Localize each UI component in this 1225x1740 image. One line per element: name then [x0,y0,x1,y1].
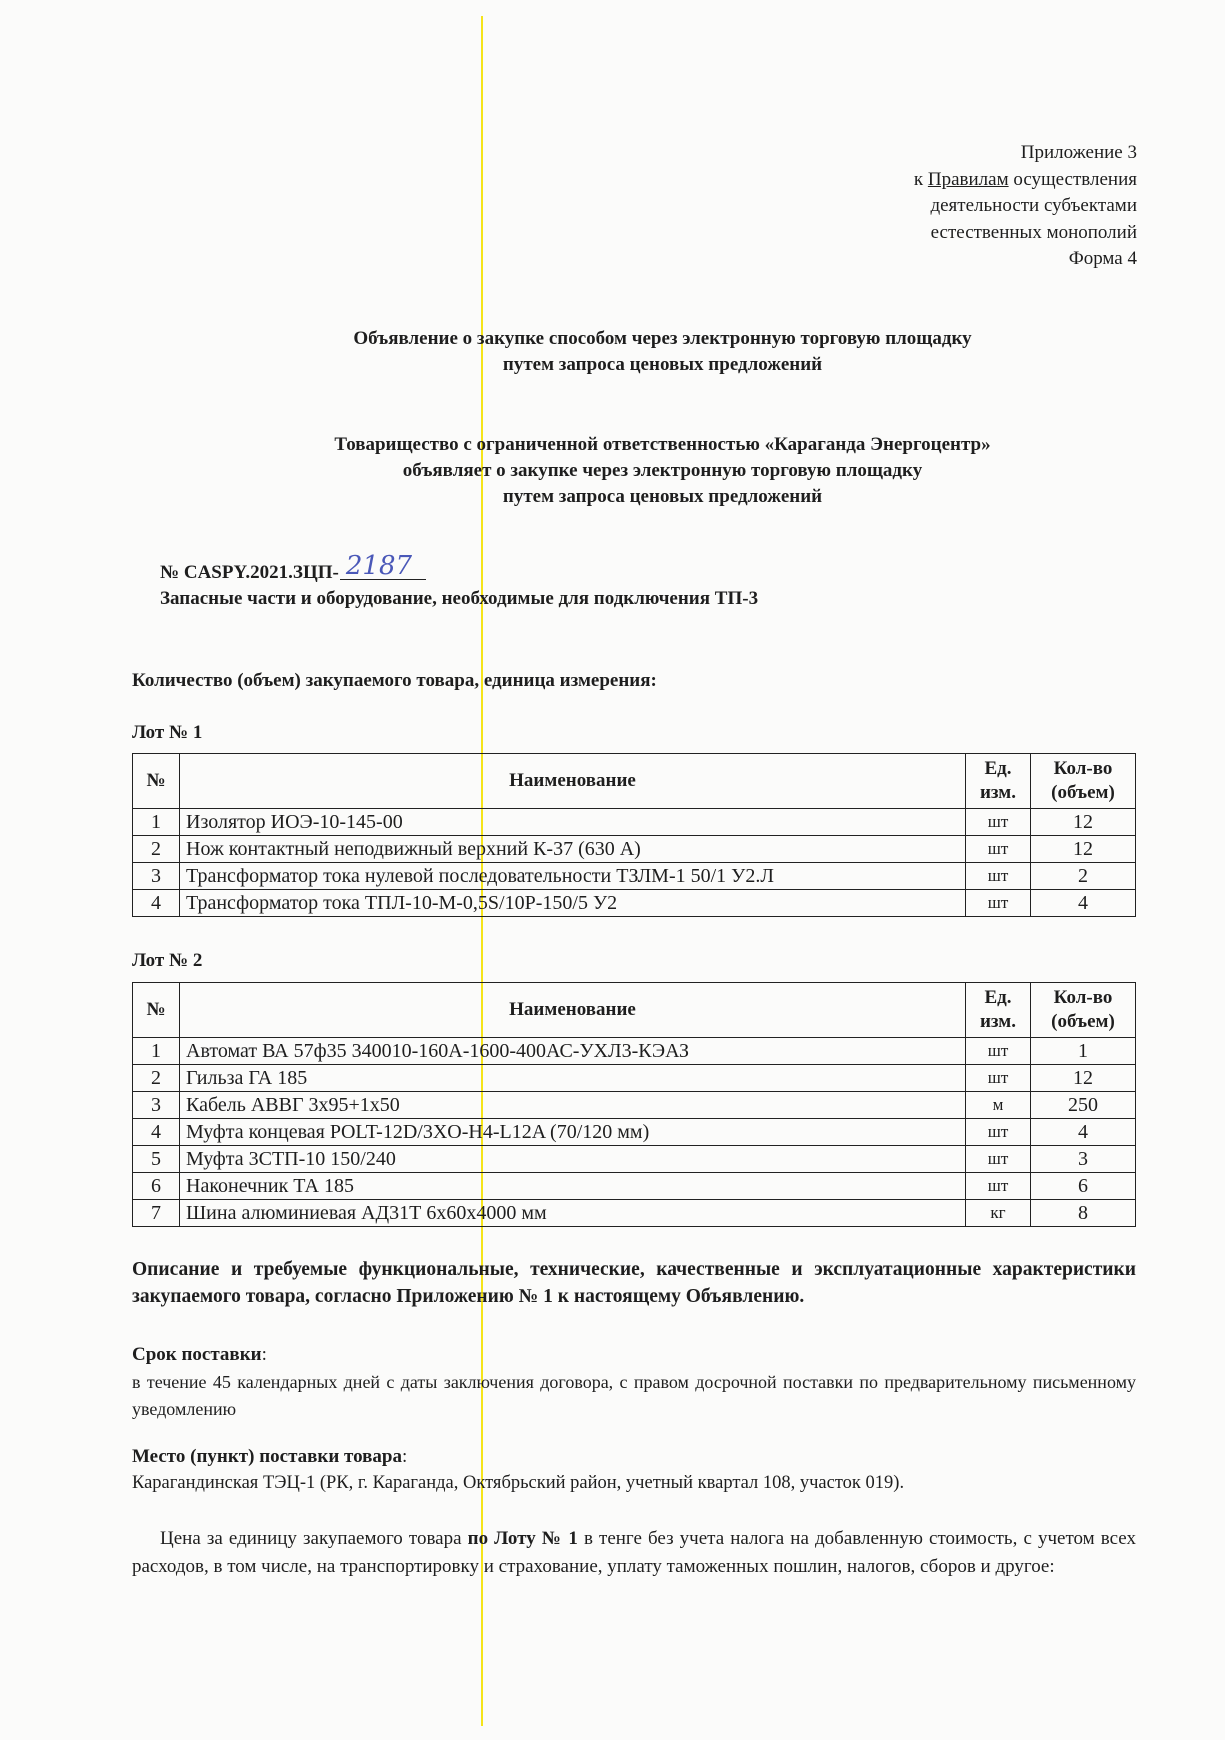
row-no: 4 [133,1119,180,1146]
appendix-line: Приложение 3 [1020,142,1137,163]
col-unit-header: Ед. изм. [966,754,1031,809]
row-qty: 8 [1031,1200,1136,1227]
heading-colon: : [401,1446,408,1467]
table-row [133,809,1136,836]
table-row [133,836,1136,863]
row-unit: шт [966,1146,1031,1173]
row-name: Нож контактный неподвижный верхний К-37 (630 А) [180,836,966,863]
col-no-header: № [133,983,180,1038]
row-unit: шт [966,809,1031,836]
row-no: 1 [133,809,180,836]
table-row [133,1038,1136,1065]
delivery-place-text: Карагандинская ТЭЦ-1 (РК, г. Караганда, Октябрьский район, учетный квартал 108, участок 019). [132,1473,905,1493]
row-unit: м [966,1092,1031,1119]
procurement-subject: Запасные части и оборудование, необходимые для подключения ТП-3 [160,588,759,609]
row-name: Наконечник ТА 185 [180,1173,966,1200]
row-no: 1 [133,1038,180,1065]
delivery-place-heading-text: Место (пункт) поставки товара [132,1446,402,1467]
price-text: в тенге без учета налога на добавленную стоимость, с учетом всех расходов, в том числе, на транспортировку и страхование, уплату таможенных пошлин, налогов, сборов и другое: [132,1528,1136,1577]
row-name: Изолятор ИОЭ-10-145-00 [180,809,966,836]
price-text: Цена за единицу закупаемого товара [160,1528,468,1549]
delivery-term-heading-text: Срок поставки [132,1344,262,1365]
row-unit: шт [966,863,1031,890]
row-qty: 4 [1031,1119,1136,1146]
table-row [133,1146,1136,1173]
delivery-term-heading [132,1341,1136,1368]
row-no: 3 [133,863,180,890]
row-name: Муфта 3СТП-10 150/240 [180,1146,966,1173]
table-header-row [133,754,1136,809]
table-header-row [133,983,1136,1038]
organizer-line: объявляет о закупке через электронную торговую площадку [402,460,923,481]
table-row [133,1119,1136,1146]
row-no: 4 [133,890,180,917]
delivery-place-heading [132,1443,1136,1470]
appendix-prefix: к [913,168,928,190]
col-unit-header: Ед. изм. [966,983,1031,1038]
row-name: Автомат ВА 57ф35 340010-160А-1600-400АС-УХЛ3-КЭАЗ [180,1038,966,1065]
row-name: Кабель АВВГ 3х95+1х50 [180,1092,966,1119]
table-row [133,1200,1136,1227]
appendix-suffix: осуществления [1008,168,1137,190]
row-name: Муфта концевая POLT-12D/3XO-H4-L12A (70/120 мм) [180,1119,966,1146]
row-name: Трансформатор тока нулевой последовательности ТЗЛМ-1 50/1 У2.Л [180,863,966,890]
row-no: 3 [133,1092,180,1119]
row-no: 6 [133,1173,180,1200]
row-unit: шт [966,890,1031,917]
form-number: Форма 4 [1068,248,1137,269]
delivery-term-text: в течение 45 календарных дней с даты заключения договора, с правом досрочной поставки по предварительному письменному уведомлению [132,1372,1136,1419]
row-qty: 1 [1031,1038,1136,1065]
table-row [133,1092,1136,1119]
row-name: Гильза ГА 185 [180,1065,966,1092]
row-no: 2 [133,1065,180,1092]
row-no: 5 [133,1146,180,1173]
row-qty: 6 [1031,1173,1136,1200]
row-unit: шт [966,836,1031,863]
row-unit: шт [966,1038,1031,1065]
rules-link[interactable]: Правилам [927,168,1009,190]
table-row [133,863,1136,890]
organizer-line: путем запроса ценовых предложений [502,486,823,507]
row-unit: шт [966,1173,1031,1200]
table-row [133,890,1136,917]
row-qty: 3 [1031,1146,1136,1173]
appendix-line: естественных монополий [930,221,1137,243]
handwritten-number: 2187 [345,551,413,581]
lot-2-title: Лот № 2 [132,950,203,971]
row-no: 2 [133,836,180,863]
price-paragraph [132,1525,1136,1580]
appendix-rules-line [914,167,1137,194]
col-no-header: № [133,754,180,809]
row-qty: 2 [1031,863,1136,890]
description-paragraph: Описание и требуемые функциональные, технические, качественные и эксплуатационные характеристики закупаемого товара, согласно Приложению № 1 к настоящему Объявлению. [132,1259,1136,1307]
row-qty: 12 [1031,1065,1136,1092]
row-qty: 4 [1031,890,1136,917]
row-qty: 250 [1031,1092,1136,1119]
handwritten-number-field [340,551,426,581]
table-row [133,1173,1136,1200]
procurement-number-prefix: № CASPY.2021.ЗЦП- [160,562,339,583]
quantity-heading: Количество (объем) закупаемого товара, единица измерения: [132,670,657,691]
col-name-header: Наименование [180,754,966,809]
table-row [133,1065,1136,1092]
appendix-header [914,140,1137,273]
col-qty-header: Кол-во (объем) [1031,754,1136,809]
row-qty: 12 [1031,809,1136,836]
lot-1-title: Лот № 1 [132,722,203,743]
heading-colon: : [261,1344,267,1365]
row-name: Трансформатор тока ТПЛ-10-М-0,5S/10Р-150/5 У2 [180,890,966,917]
row-name: Шина алюминиевая АД31Т 6х60х4000 мм [180,1200,966,1227]
row-no: 7 [133,1200,180,1227]
price-lot-ref: по Лоту № 1 [467,1528,578,1549]
appendix-line: деятельности субъектами [930,195,1137,216]
lot-2-table [132,982,1136,1227]
procurement-number [160,551,426,584]
col-qty-header: Кол-во (объем) [1031,983,1136,1038]
organizer-block [50,432,1225,510]
title-line: Объявление о закупке способом через электронную торговую площадку [353,328,972,349]
title-line: путем запроса ценовых предложений [502,354,823,375]
lot-1-table [132,753,1136,917]
organizer-line: Товарищество с ограниченной ответственностью «Караганда Энергоцентр» [334,434,991,455]
row-unit: шт [966,1065,1031,1092]
col-name-header: Наименование [180,983,966,1038]
document-title [50,326,1225,378]
row-unit: шт [966,1119,1031,1146]
row-unit: кг [966,1200,1031,1227]
row-qty: 12 [1031,836,1136,863]
